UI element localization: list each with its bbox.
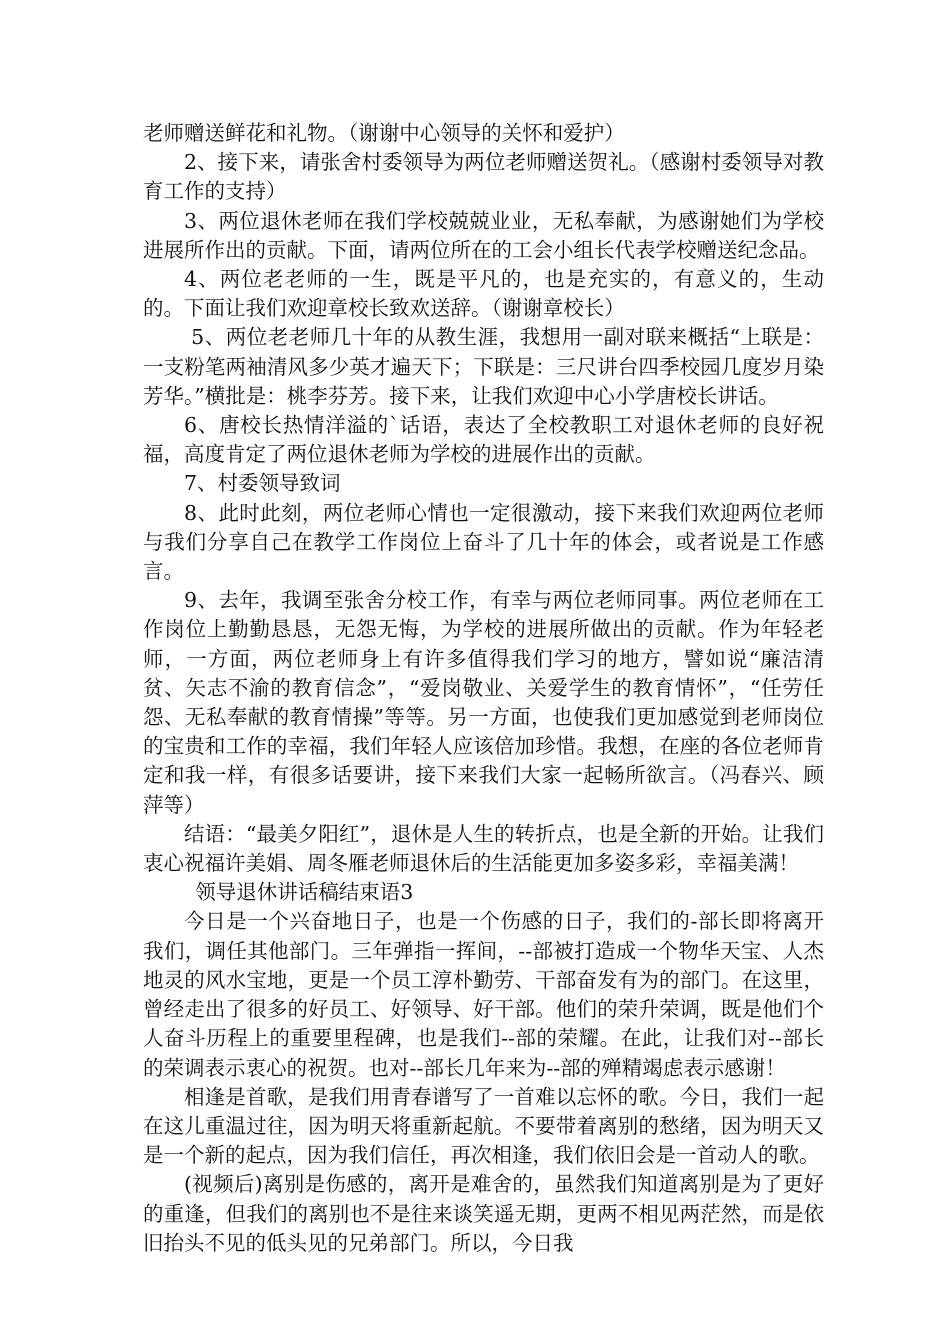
paragraph-2: 2、接下来，请张舍村委领导为两位老师赠送贺礼。（感谢村委领导对教育工作的支持） [143,150,824,204]
paragraph-13: (视频后)离别是伤感的，离开是难舍的，虽然我们知道离别是为了更好的重逢，但我们的离别也不是往来谈笑遥无期，更两不相见两茫然，而是依旧抬头不见的低头见的兄弟部门。所以，今日我 [143,1172,824,1255]
paragraph-5: 5、两位老老师几十年的从教生涯，我想用一副对联来概括“上联是：一支粉笔两袖清风多少英才遍天下；下联是：三尺讲台四季校园几度岁月染芳华。”横批是：桃李芬芳。接下来，让我们欢迎中心小学唐校长讲话。 [143,325,824,408]
closing-remarks: 结语：“最美夕阳红”，退休是人生的转折点，也是全新的开始。让我们衷心祝福许美娟、周冬雁老师退休后的生活能更加多姿多彩，幸福美满！ [143,821,824,876]
paragraph-1: 老师赠送鲜花和礼物。（谢谢中心领导的关怀和爱护） [143,121,625,145]
paragraph-6: 6、唐校长热情洋溢的`话语，表达了全校教职工对退休老师的良好祝福，高度肯定了两位退休老师为学校的进展作出的贡献。 [143,413,824,467]
paragraph-4: 4、两位老老师的一生，既是平凡的，也是充实的，有意义的，生动的。下面让我们欢迎章校长致欢送辞。（谢谢章校长） [143,267,824,321]
paragraph-7: 7、村委领导致词 [184,471,341,496]
paragraph-9: 9、去年，我调至张舍分校工作，有幸与两位老师同事。两位老师在工作岗位上勤勤恳恳，无怨无悔，为学校的进展所做出的贡献。作为年轻老师，一方面，两位老师身上有许多值得我们学习的地方，譬如说“廉洁清贫、矢志不渝的教育信念”，“爱岗敬业、关爱学生的教育情怀”，“任劳任怨、无私奉献的教育情操”等等。另一方面，也使我们更加感觉到老师岗位的宝贵和工作的幸福，我们年轻人应该倍加珍惜。我想，在座的各位老师肯定和我一样，有很多话要讲，接下来我们大家一起畅所欲言。（冯春兴、顾萍等） [143,588,824,817]
paragraph-11: 今日是一个兴奋地日子，也是一个伤感的日子，我们的-部长即将离开我们，调任其他部门。三年弹指一挥间，--部被打造成一个物华天宝、人杰地灵的风水宝地，更是一个员工淳朴勤劳、干部奋发有为的部门。在这里，曾经走出了很多的好员工、好领导、好干部。他们的荣升荣调，既是他们个人奋斗历程上的重要里程碑，也是我们--部的荣耀。在此，让我们对--部长的荣调表示衷心的祝贺。也对--部长几年来为--部的殚精竭虑表示感谢！ [143,909,824,1080]
section-heading: 领导退休讲话稿结束语3 [195,880,414,905]
paragraph-8: 8、此时此刻，两位老师心情也一定很激动，接下来我们欢迎两位老师与我们分享自己在教学工作岗位上奋斗了几十年的体会，或者说是工作感言。 [143,500,824,584]
paragraph-12: 相逢是首歌，是我们用青春谱写了一首难以忘怀的歌。今日，我们一起在这儿重温过往，因为明天将重新起航。不要带着离别的愁绪，因为明天又是一个新的起点，因为我们信任，再次相逢，我们依旧会是一首动人的歌。 [143,1084,824,1168]
document-body [143,119,824,1258]
paragraph-3: 3、两位退休老师在我们学校兢兢业业，无私奉献，为感谢她们为学校进展所作出的贡献。下面，请两位所在的工会小组长代表学校赠送纪念品。 [143,208,824,262]
